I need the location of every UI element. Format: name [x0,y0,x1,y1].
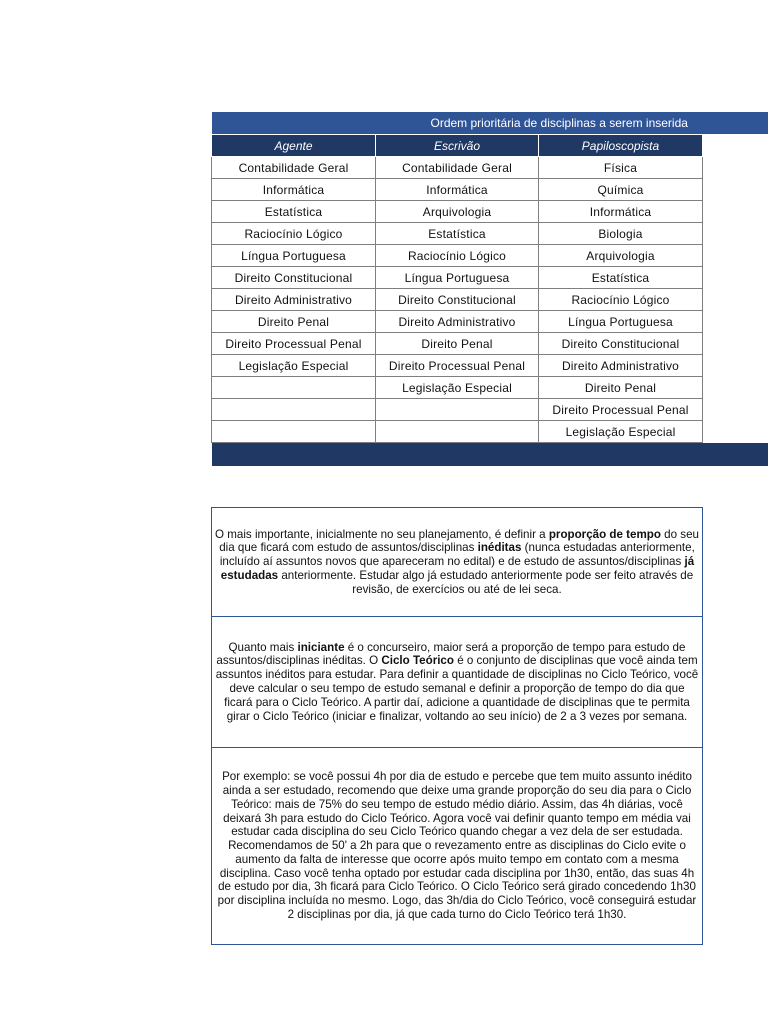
table-cell: Direito Penal [539,377,703,399]
table-cell: Direito Administrativo [376,311,539,333]
table-row [212,223,768,245]
note-ciclo-teorico [212,617,702,748]
table-cell-gap [703,267,768,289]
note-example [212,748,702,944]
table-cell: Contabilidade Geral [376,157,539,179]
table-cell: Raciocínio Lógico [539,289,703,311]
note-proportion [212,508,702,617]
table-row [212,355,768,377]
table-cell [376,421,539,443]
table-cell-gap [703,179,768,201]
table-cell-gap [703,377,768,399]
note-ciclo-teorico-text: Quanto mais iniciante é o concurseiro, maior será a proporção de tempo para estudo de assuntos/disciplinas inéditas. O Ciclo Teórico é o conjunto de disciplinas que você ainda tem assuntos inéditos para estudar. Para definir a quantidade de disciplinas no Ciclo Teórico, você deve calcular o seu tempo de estudo semanal e definir a proporção de tempo do dia que ficará para o Ciclo Teórico. A partir daí, adicione a quantidade de disciplinas que te permita girar o Ciclo Teórico (iniciar e finalizar, voltando ao seu início) de 2 a 3 vezes por semana. [215,640,699,723]
table-row [212,399,768,421]
header-gap [703,135,768,157]
table-footer-bar [212,443,768,467]
table-row [212,179,768,201]
table-cell: Direito Administrativo [539,355,703,377]
table-cell-gap [703,333,768,355]
header-papiloscopista: Papiloscopista [539,135,703,157]
table-cell: Direito Processual Penal [212,333,376,355]
table-row [212,289,768,311]
table-cell [212,421,376,443]
table-cell-gap [703,399,768,421]
table-row [212,157,768,179]
table-row [212,267,768,289]
table-cell-gap [703,311,768,333]
table-cell: Contabilidade Geral [212,157,376,179]
table-cell: Física [539,157,703,179]
table-cell: Arquivologia [539,245,703,267]
table-cell [376,399,539,421]
table-cell: Direito Processual Penal [539,399,703,421]
table-cell: Legislação Especial [376,377,539,399]
table-row [212,311,768,333]
table-cell: Direito Processual Penal [376,355,539,377]
table-cell: Estatística [539,267,703,289]
table-cell: Direito Penal [376,333,539,355]
table-cell [212,399,376,421]
table-cell: Língua Portuguesa [539,311,703,333]
table-cell: Legislação Especial [539,421,703,443]
study-notes [211,507,703,945]
disciplines-table [211,112,768,466]
table-cell-gap [703,245,768,267]
table-cell-gap [703,223,768,245]
table-cell: Direito Constitucional [376,289,539,311]
table-header-row [212,135,768,157]
table-cell: Direito Constitucional [539,333,703,355]
table-title: Ordem prioritária de disciplinas a serem inserida [212,112,768,135]
table-cell: Direito Constitucional [212,267,376,289]
table-row [212,377,768,399]
note-proportion-text: O mais importante, inicialmente no seu planejamento, é definir a proporção de tempo do seu dia que ficará com estudo de assuntos/disciplinas inéditas (nunca estudadas anteriormente, incluído aí assuntos novos que apareceram no edital) e de estudo de assuntos/disciplinas já estudadas anteriormente. Estudar algo já estudado anteriormente pode ser feito através de revisão, de exercícios ou até de lei seca. [215,527,699,596]
table-cell: Língua Portuguesa [376,267,539,289]
table-cell: Língua Portuguesa [212,245,376,267]
table-row [212,421,768,443]
table-cell: Direito Penal [212,311,376,333]
table-cell: Raciocínio Lógico [376,245,539,267]
table-cell: Estatística [376,223,539,245]
header-escrivao: Escrivão [376,135,539,157]
table-cell: Informática [539,201,703,223]
table-cell: Direito Administrativo [212,289,376,311]
table-cell [212,377,376,399]
table-cell: Raciocínio Lógico [212,223,376,245]
table-cell-gap [703,201,768,223]
table-cell: Legislação Especial [212,355,376,377]
table-cell: Informática [212,179,376,201]
table-row [212,333,768,355]
table-cell: Química [539,179,703,201]
table-cell-gap [703,355,768,377]
table-row [212,245,768,267]
note-example-text: Por exemplo: se você possui 4h por dia de estudo e percebe que tem muito assunto inédito ainda a ser estudado, recomendo que deixe uma grande proporção do seu dia para o Ciclo Teórico: mais de 75% do seu tempo de estudo médio diário. Assim, das 4h diárias, você deixará 3h para estudo do Ciclo Teórico. Agora você vai definir quanto tempo em média vai estudar cada disciplina do seu Ciclo Teórico quando chegar a vez dela de ser estudada. Recomendamos de 50' a 2h para que o revezamento entre as disciplinas do Ciclo evite o aumento da falta de interesse que ocorre após muito tempo em contato com a mesma disciplina. Caso você tenha optado por estudar cada disciplina por 1h30, então, das suas 4h de estudo por dia, 3h ficará para Ciclo Teórico. O Ciclo Teórico será girado concedendo 1h30 por disciplina incluída no mesmo. Logo, das 3h/dia do Ciclo Teórico, você conseguirá estudar 2 disciplinas por dia, já que cada turno do Ciclo Teórico terá 1h30. [217,770,697,922]
table-cell: Biologia [539,223,703,245]
table-cell-gap [703,289,768,311]
table-cell-gap [703,157,768,179]
table-row [212,201,768,223]
header-agente: Agente [212,135,376,157]
table-cell: Estatística [212,201,376,223]
table-cell-gap [703,421,768,443]
table-cell: Informática [376,179,539,201]
table-cell: Arquivologia [376,201,539,223]
